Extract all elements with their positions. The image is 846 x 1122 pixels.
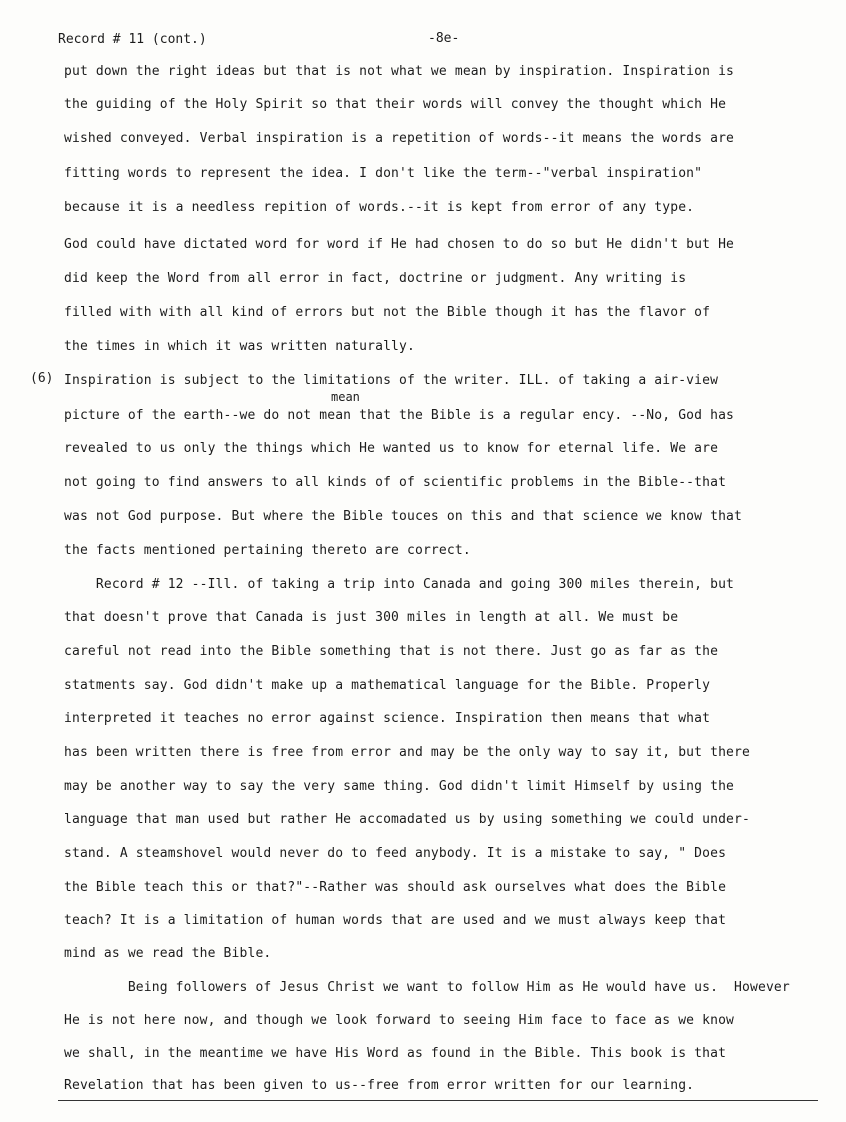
text-line: filled with with all kind of errors but not the Bible though it has the flavor of (64, 305, 711, 320)
text-line: not going to find answers to all kinds of of scientific problems in the Bible--that (64, 475, 727, 490)
text-line: mind as we read the Bible. (64, 946, 272, 961)
text-line: careful not read into the Bible something that is not there. Just go as far as the (64, 644, 719, 659)
text-line: the facts mentioned pertaining thereto are correct. (64, 543, 471, 558)
text-line: God could have dictated word for word if He had chosen to do so but He didn't but He (64, 237, 735, 252)
text-line: has been written there is free from error and may be the only way to say it, but there (64, 745, 750, 760)
text-line: the guiding of the Holy Spirit so that their words will convey the thought which He (64, 97, 727, 112)
text-line: did keep the Word from all error in fact, doctrine or judgment. Any writing is (64, 271, 687, 286)
text-line: picture of the earth--we do not mean that the Bible is a regular ency. --No, God has (64, 408, 735, 423)
text-line: Inspiration is subject to the limitations of the writer. ILL. of taking a air-view (64, 373, 719, 388)
text-line: revealed to us only the things which He wanted us to know for eternal life. We are (64, 441, 719, 456)
text-line: that doesn't prove that Canada is just 300 miles in length at all. We must be (64, 610, 679, 625)
text-line: may be another way to say the very same thing. God didn't limit Himself by using the (64, 779, 735, 794)
text-line: stand. A steamshovel would never do to feed anybody. It is a mistake to say, " Does (64, 846, 727, 861)
page-number: -8e- (428, 31, 460, 46)
bottom-rule (58, 1100, 818, 1101)
text-line: Being followers of Jesus Christ we want to follow Him as He would have us. However (64, 980, 790, 995)
text-line: put down the right ideas but that is not what we mean by inspiration. Inspiration is (64, 64, 735, 79)
text-line: wished conveyed. Verbal inspiration is a repetition of words--it means the words are (64, 131, 735, 146)
text-line: teach? It is a limitation of human words that are used and we must always keep that (64, 913, 727, 928)
text-line: statments say. God didn't make up a mathematical language for the Bible. Properly (64, 678, 711, 693)
margin-note: (6) (30, 371, 54, 386)
text-line: language that man used but rather He accomadated us by using something we could under- (64, 812, 750, 827)
text-line: interpreted it teaches no error against science. Inspiration then means that what (64, 711, 711, 726)
text-line: the Bible teach this or that?"--Rather was should ask ourselves what does the Bible (64, 880, 727, 895)
text-line: was not God purpose. But where the Bible touces on this and that science we know that (64, 509, 743, 524)
text-line: Record # 12 --Ill. of taking a trip into Canada and going 300 miles therein, but (64, 577, 735, 592)
record-header: Record # 11 (cont.) (58, 32, 207, 47)
interlinear-note: mean (331, 390, 360, 404)
text-line: because it is a needless repition of words.--it is kept from error of any type. (64, 200, 695, 215)
text-line: fitting words to represent the idea. I don't like the term--"verbal inspiration" (64, 166, 703, 181)
text-line: He is not here now, and though we look forward to seeing Him face to face as we know (64, 1013, 735, 1028)
text-line: Revelation that has been given to us--free from error written for our learning. (64, 1078, 695, 1093)
text-line: the times in which it was written naturally. (64, 339, 415, 354)
text-line: we shall, in the meantime we have His Word as found in the Bible. This book is that (64, 1046, 727, 1061)
